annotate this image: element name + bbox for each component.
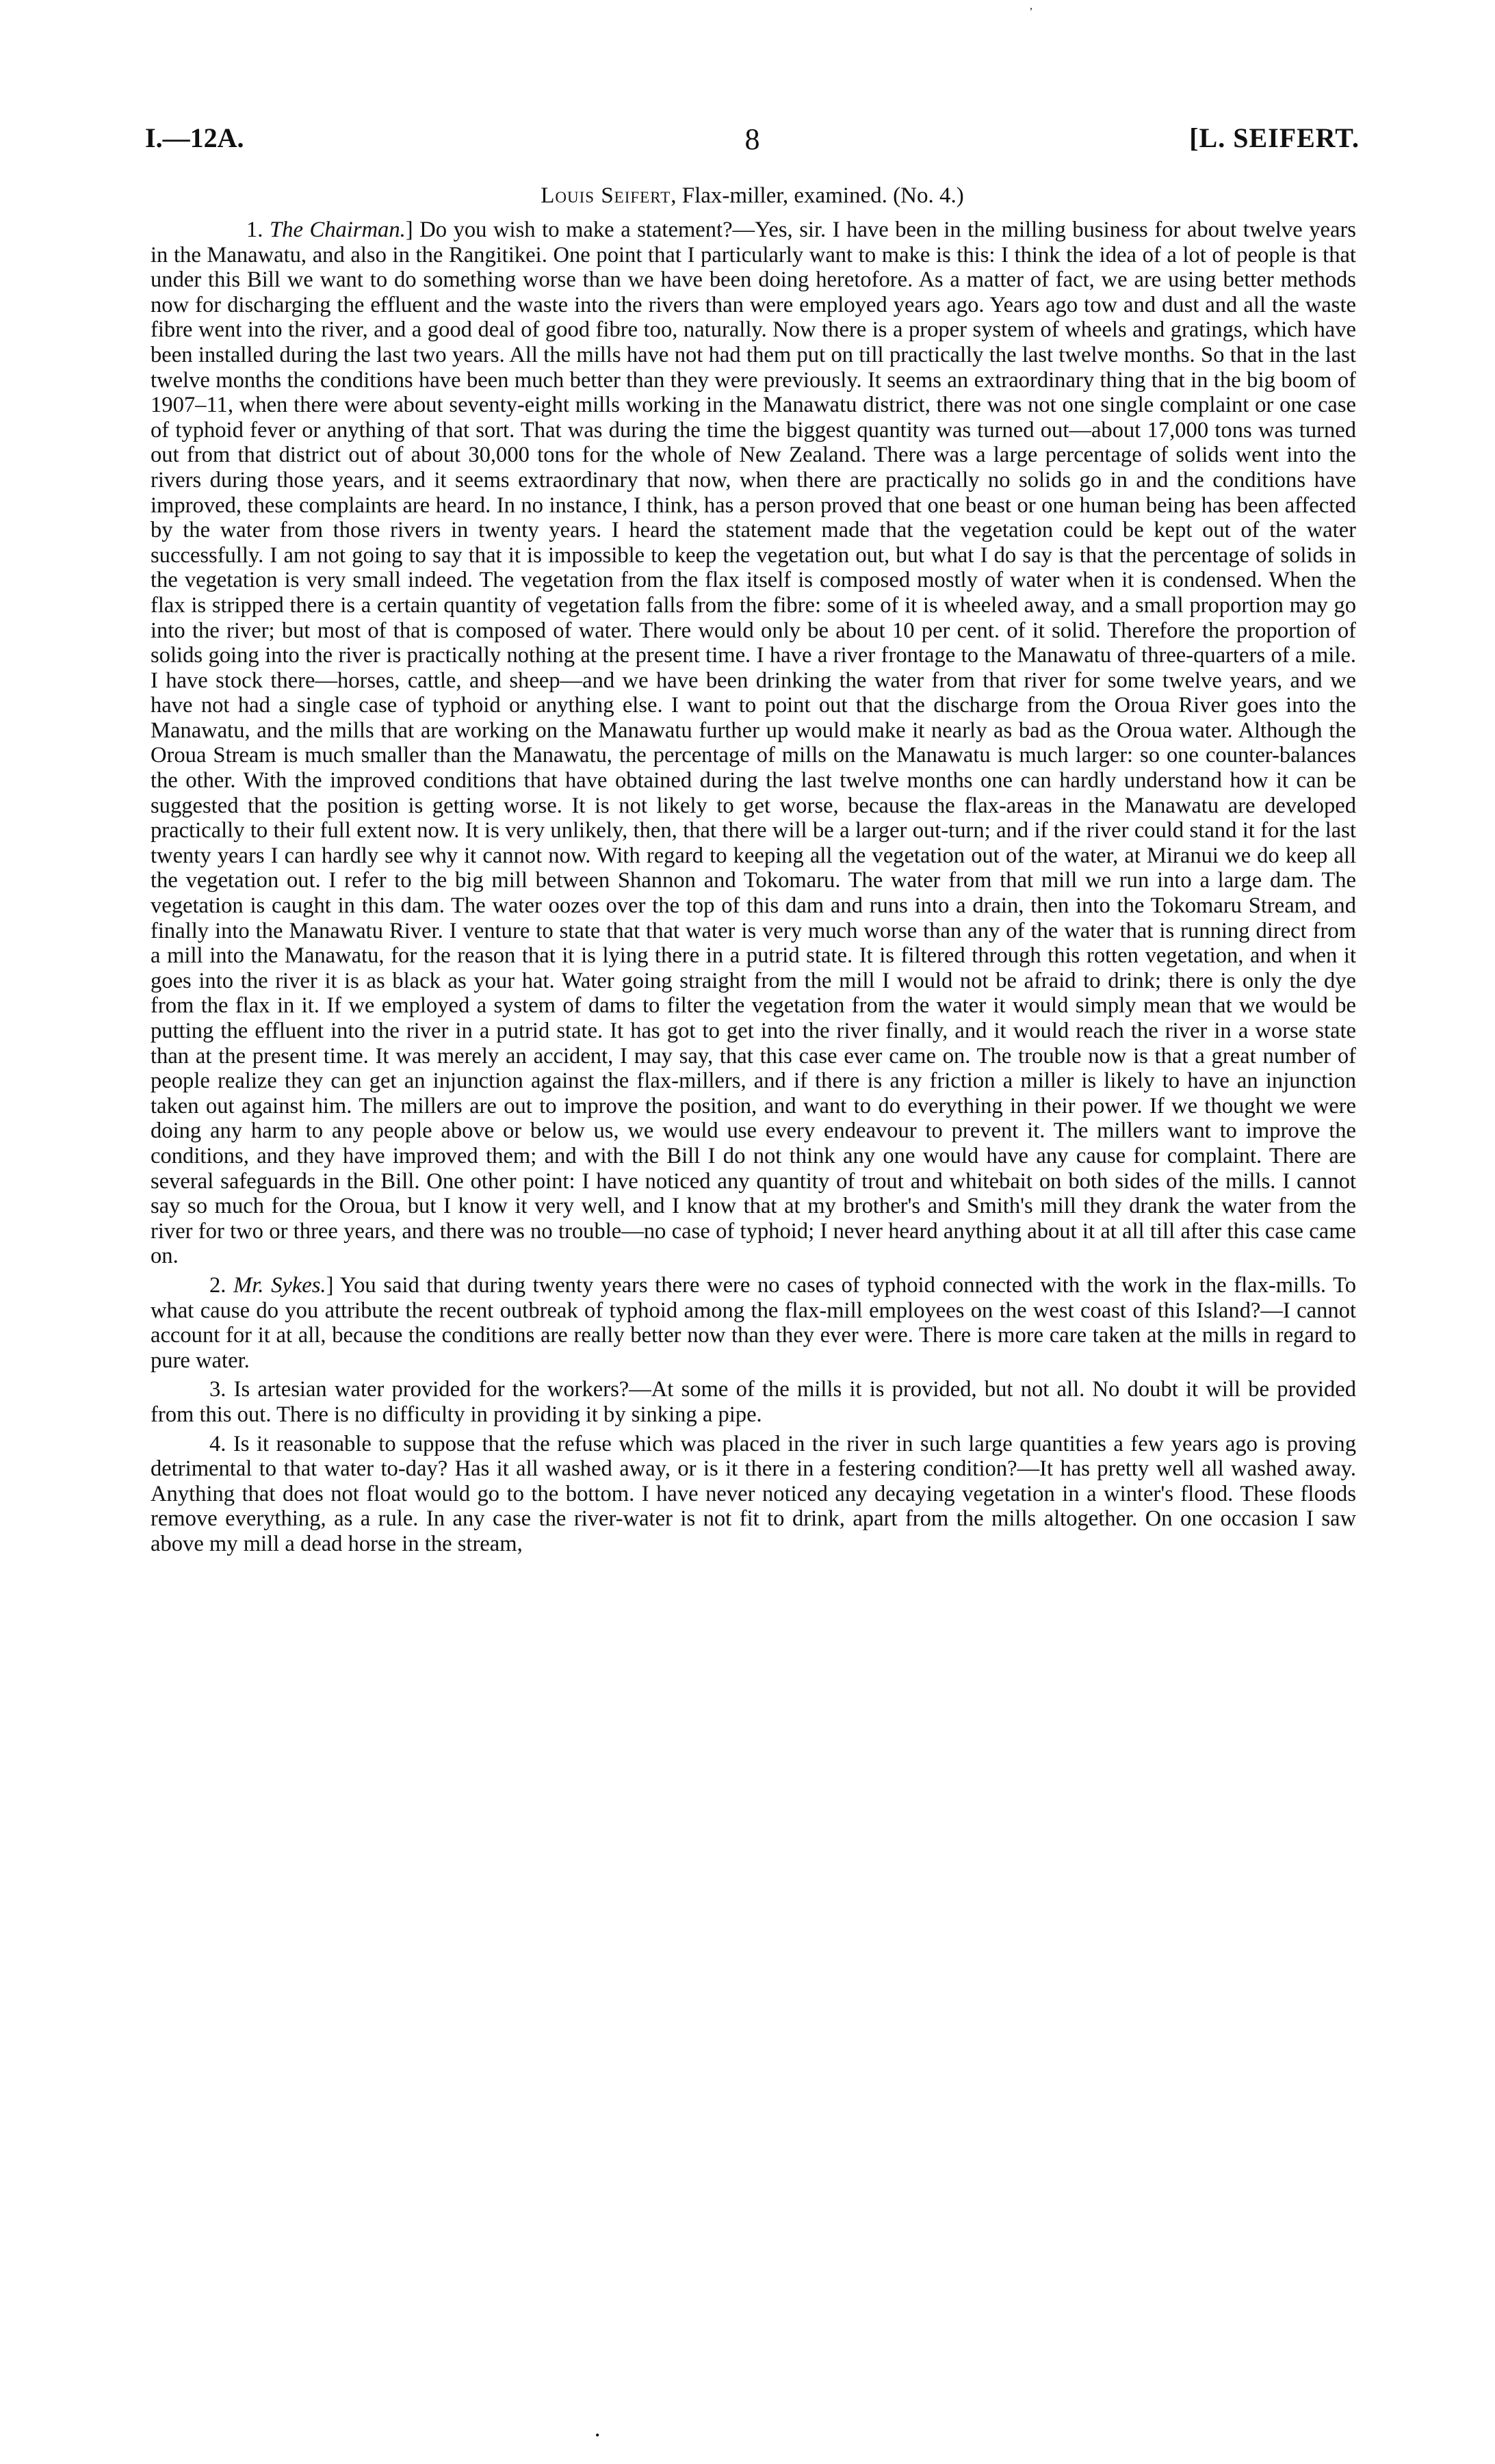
paragraph-1 [151, 218, 1356, 1269]
testimony-body [151, 218, 1356, 1560]
paragraph-text: Is it reasonable to suppose that the refuse which was placed in the river in such large quantities a few years ago is proving detrimental to that water to-day? Has it all washed away, or is it there in a festering condition?—It has pretty well all washed away. Anything that does not float would go to the bottom. I have never noticed any decaying vegetation in a winter's flood. These floods remove everything, as a rule. In any case the river-water is not fit to drink, apart from the mills altogether. On one occasion I saw above my mill a dead horse in the stream, [151, 1431, 1356, 1556]
paragraph-text: ] Do you wish to make a statement?—Yes, sir. I have been in the milling business for about twelve years in the Manawatu, and also in the Rangitikei. One point that I particularly want to make is this: I think the idea of a lot of people is that under this Bill we want to do something worse than we have been doing heretofore. As a matter of fact, we are using better methods now for discharging the effluent and the waste into the rivers than were employed years ago. Years ago tow and dust and all the waste fibre went into the river, and a good deal of good fibre too, naturally. Now there is a proper system of wheels and gratings, which have been installed during the last two years. All the mills have not had them put on till practically the last twelve months. So that in the last twelve months the conditions have been much better than they were previously. It seems an extraordinary thing that in the big boom of 1907–11, when there were about seventy-eight mills working in the Manawatu district, there was not one single complaint or one case of typhoid fever or anything of that sort. That was during the time the biggest quantity was turned out—about 17,000 tons was turned out from that district out of about 30,000 tons for the whole of New Zealand. There was a large percentage of solids went into the rivers during those years, and it seems extraordinary that now, when there are practically no solids go in and the conditions have improved, these complaints are heard. In no instance, I think, has a person proved that one beast or one human being has been affected by the water from those rivers in twenty years. I heard the statement made that the vegetation could be kept out of the water successfully. I am not going to say that it is impossible to keep the vegetation out, but what I do say is that the percentage of solids in the vegetation is very small indeed. The vegetation from the flax itself is composed mostly of water when it is condensed. When the flax is stripped there is a certain quantity of vegetation falls from the fibre: some of it is wheeled away, and a small proportion may go into the river; but most of that is composed of water. There would only be about 10 per cent. of it solid. Therefore the proportion of solids going into the river is practically nothing at the present time. I have a river frontage to the Manawatu of three-quarters of a mile. I have stock there—horses, cattle, and sheep—and we have been drinking the water from that river for some twelve years, and we have not had a single case of typhoid or anything else. I want to point out that the discharge from the Oroua River goes into the Manawatu, and the mills that are working on the Manawatu further up would make it nearly as bad as the Oroua water. Although the Oroua Stream is much smaller than the Manawatu, the percentage of mills on the Manawatu is much larger: so one counter-balances the other. With the improved conditions that have obtained during the last twelve months one can hardly understand how it can be suggested that the position is getting worse. It is not likely to get worse, because the flax-areas in the Manawatu are developed practically to their full extent now. It is very unlikely, then, that there will be a larger out-turn; and if the river could stand it for the last twenty years I can hardly see why it cannot now. With regard to keeping all the vegetation out of the water, at Miranui we do keep all the vegetation out. I refer to the big mill between Shannon and Tokomaru. The water from that mill we run into a large dam. The vegetation is caught in this dam. The water oozes over the top of this dam and runs into a drain, then into the Tokomaru Stream, and finally into the Manawatu River. I venture to state that that water is very much worse than any of the water that is running direct from a mill into the Manawatu, for the reason that it is lying there in a putrid state. It is filtered through this rotten vegetation, and when it goes into the river it is as black as your hat. Water going straight from the mill I would not be afraid to drink; there is only the dye from the flax in it. If we employed a system of dams to filter the vegetation from the water it would simply mean that we would be putting the effluent into the river in a putrid state. It has got to get into the river finally, and it would reach the river in a worse state than at the present time. It was merely an accident, I may say, that this case ever came on. The trouble now is that a great number of people realize they can get an injunction against the flax-millers, and if there is any friction a miller is likely to have an injunction taken out against him. The millers are out to improve the position, and want to do everything in their power. If we thought we were doing any harm to any people above or below us, we would use every endeavour to prevent it. The millers want to improve the conditions, and they have improved them; and with the Bill I do not think any one would have any cause for complaint. There are several safeguards in the Bill. One other point: I have noticed any quantity of trout and whitebait on both sides of the mills. I cannot say so much for the Oroua, but I know it very well, and I know that at my brother's and Smith's mill they drank the water from the river for two or three years, and there was no trouble—no case of typhoid; I never heard anything about it at all till after this case came on. [151, 218, 1356, 1269]
paragraph-text: ] You said that during twenty years there were no cases of typhoid connected with the work in the flax-mills. To what cause do you attribute the recent outbreak of typhoid among the flax-mill employees on the west coast of this Island?—I cannot account for it at all, because the conditions are really better now than they ever were. There is more care taken at the mills in regard to pure water. [151, 1272, 1356, 1373]
speaker-name: The Chairman. [270, 218, 406, 242]
paragraph-number: 1. [246, 218, 263, 242]
witness-heading [145, 183, 1360, 209]
paragraph-4 [151, 1432, 1356, 1557]
footer-mark: • [595, 2428, 600, 2442]
witness-description: , Flax-miller, examined. (No. 4.) [671, 183, 964, 208]
page-header [145, 122, 1360, 163]
running-head: [L. SEIFERT. [1189, 122, 1360, 153]
paragraph-2 [151, 1273, 1356, 1373]
paragraph-text: Is artesian water provided for the workers?—At some of the mills it is provided, but not all. No doubt it will be provided from this out. There is no difficulty in providing it by sinking a pipe. [151, 1377, 1356, 1427]
page-number: 8 [744, 122, 760, 156]
speaker-name: Mr. Sykes. [233, 1272, 326, 1298]
paragraph-number: 4. [209, 1431, 226, 1456]
paragraph-3 [151, 1377, 1356, 1427]
witness-name: Louis Seifert [541, 183, 671, 208]
paragraph-number: 3. [209, 1377, 226, 1402]
document-reference: I.—12A. [145, 122, 244, 153]
paragraph-number: 2. [209, 1272, 226, 1298]
scan-mark: , [1030, 0, 1032, 12]
